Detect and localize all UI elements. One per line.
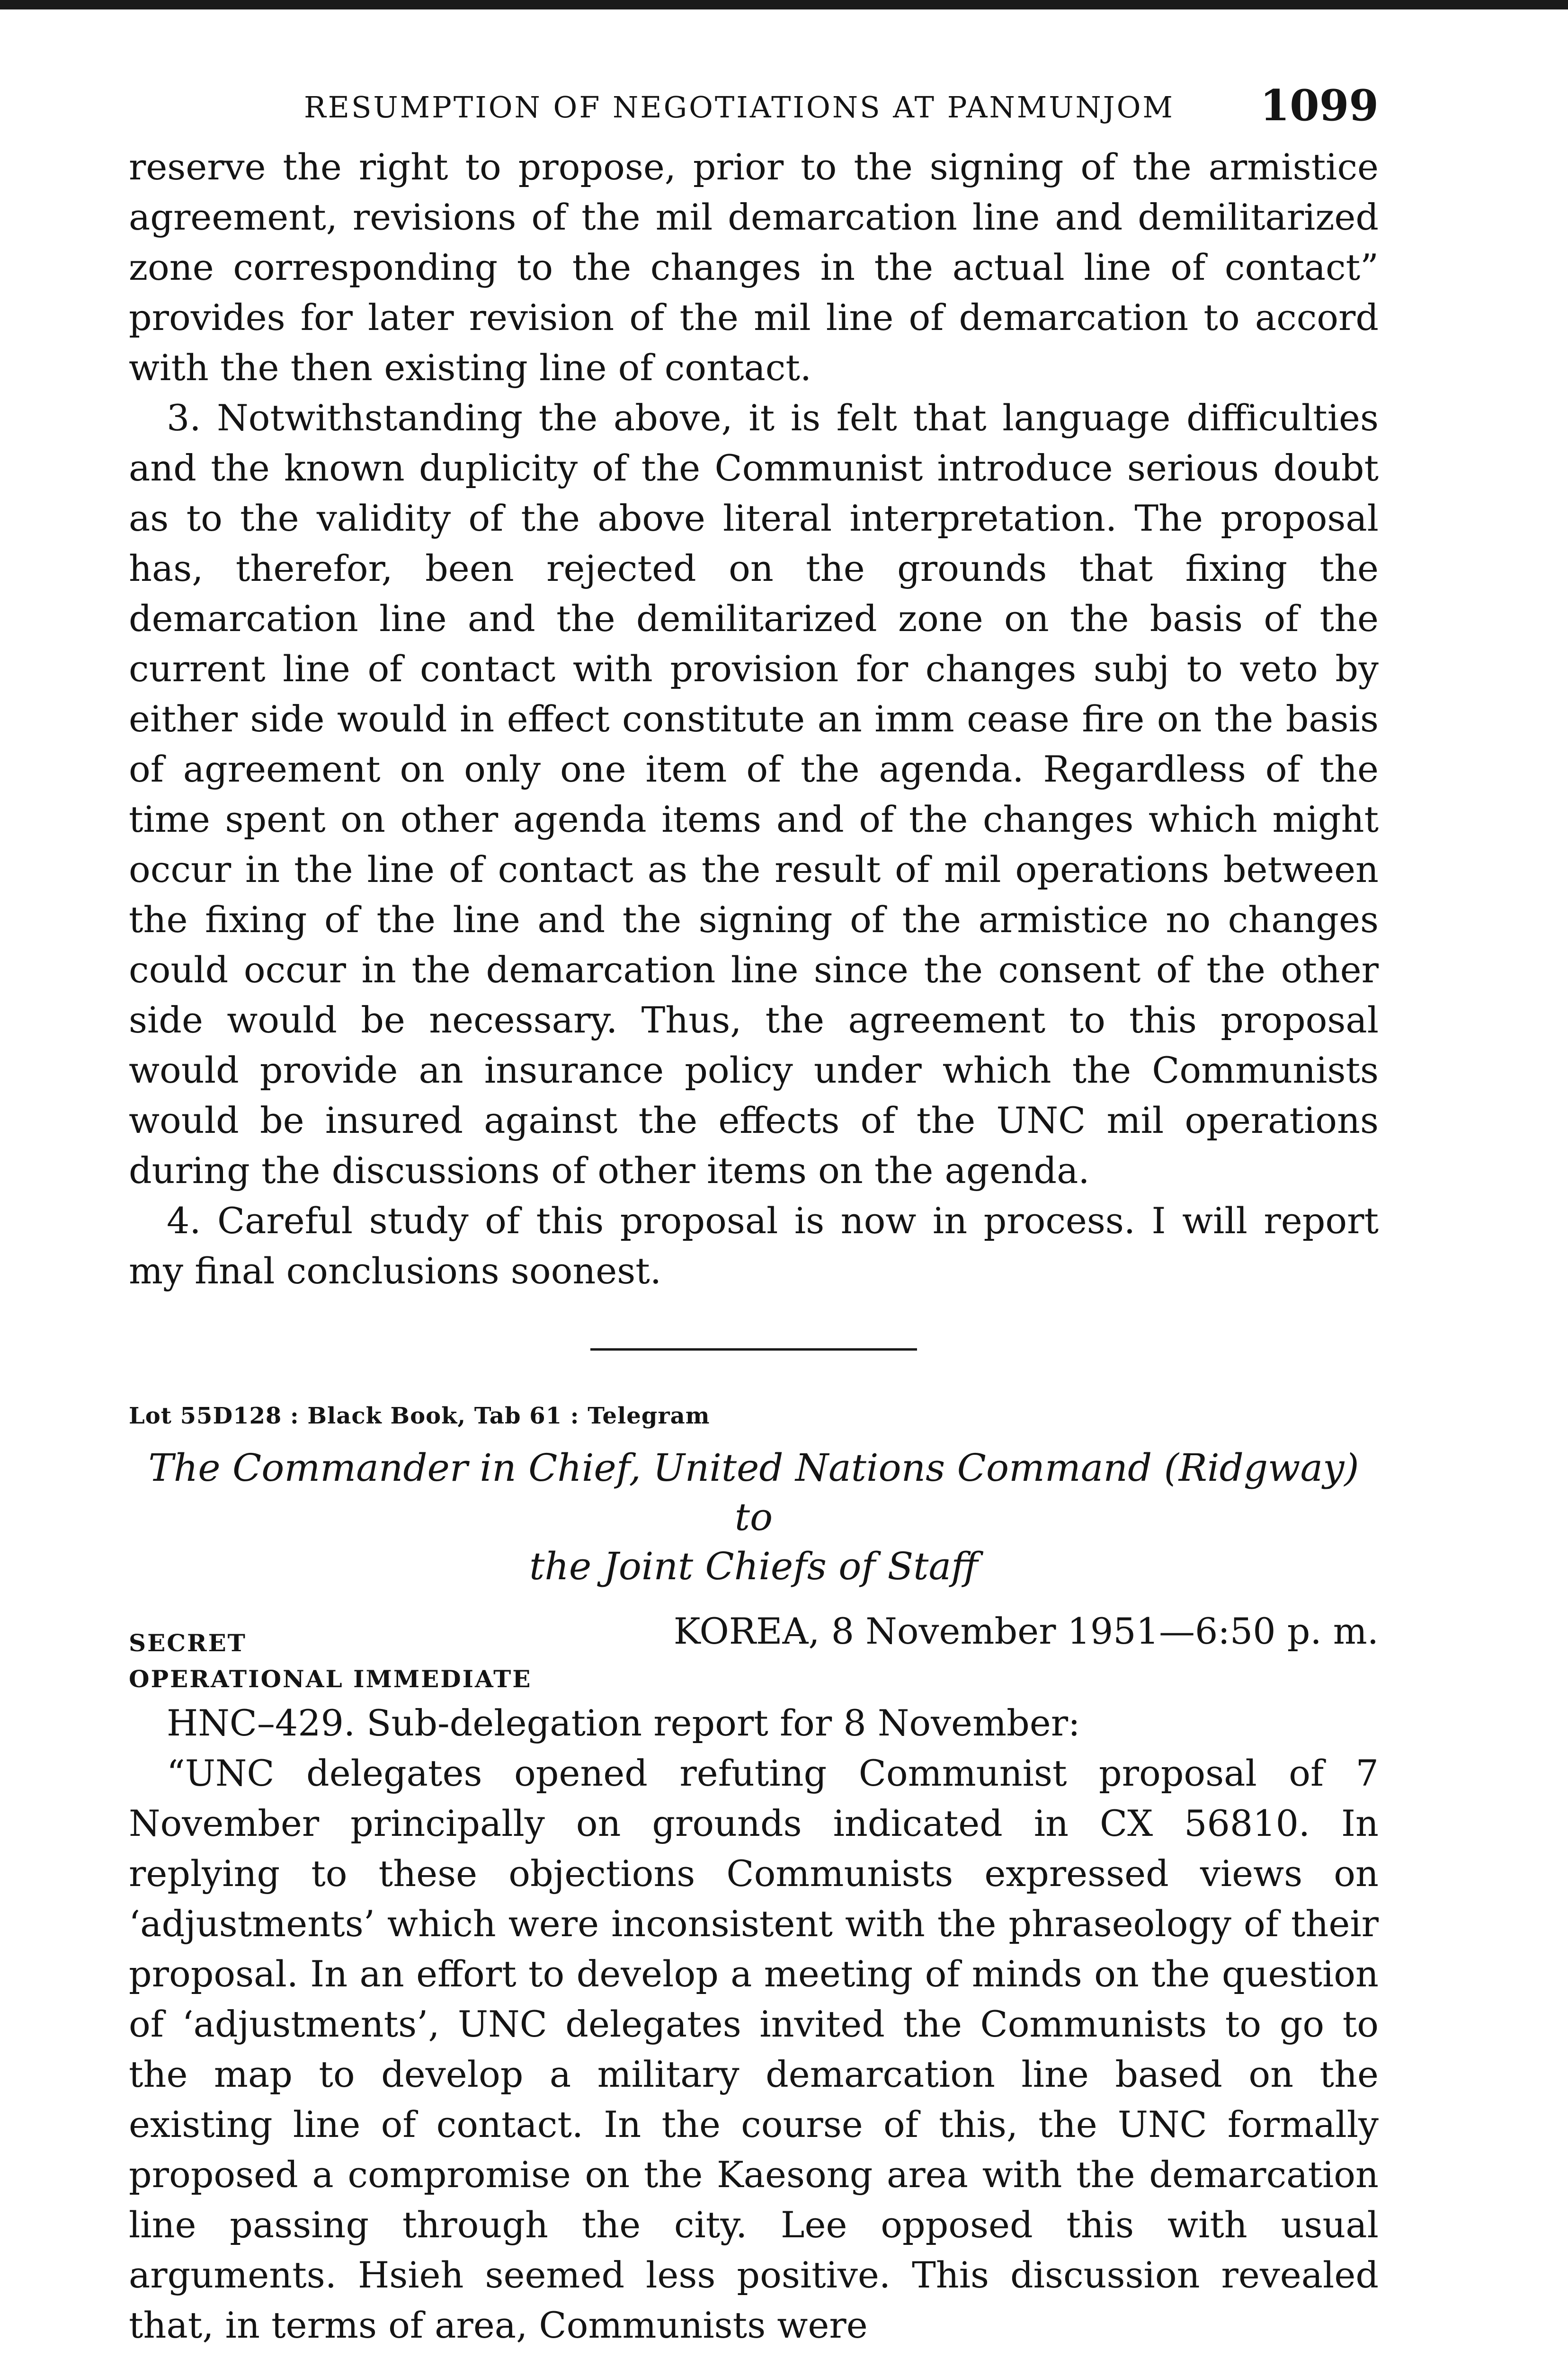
section-divider: [590, 1348, 917, 1351]
top-border-rule: [0, 0, 1568, 9]
telegram-opening: HNC–429. Sub-delegation report for 8 November:: [167, 1702, 1080, 1744]
continuation-text: [129, 142, 1379, 1296]
document-date: KOREA, 8 November 1951—6:50 p. m.: [673, 1610, 1379, 1652]
paragraph-2-continuation: reserve the right to propose, prior to the signing of the armistice agreement, revisions of the mil demarcation line and demilitarized zone corresponding to the changes in the actual line of contact” provides for later revision of the mil line of demarcation to accord with the then existing line of contact.: [129, 146, 1379, 389]
document-title-line-1: The Commander in Chief, United Nations Command (Ridgway) to: [148, 1446, 1359, 1539]
document-title-line-2: the Joint Chiefs of Staff: [529, 1544, 978, 1588]
dateline: [129, 1610, 1379, 1660]
document-title: [129, 1443, 1379, 1591]
page-number: 1099: [1260, 80, 1379, 131]
precedence-label: OPERATIONAL IMMEDIATE: [129, 1665, 532, 1693]
telegram-body: [129, 1698, 1379, 2350]
running-head: [129, 76, 1379, 142]
paragraph-3: 3. Notwithstanding the above, it is felt that language difficulties and the known duplicity of the Communist introduce serious doubt as to the validity of the above literal interpretation. The proposal has, therefor, been rejected on the grounds that fixing the demarcation line and the demilitarized zone on the basis of the current line of contact with provision for changes subj to veto by either side would in effect constitute an imm cease fire on the basis of agreement on only one item of the agenda. Regardless of the time spent on other agenda items and of the changes which might occur in the line of contact as the result of mil operations between the fixing of the line and the signing of the armistice no changes could occur in the demarcation line since the consent of the other side would be necessary. Thus, the agreement to this proposal would provide an insurance policy under which the Communists would be insured against the effects of the UNC mil operations during the discussions of other items on the agenda.: [129, 397, 1379, 1192]
document-page: [129, 76, 1379, 2367]
paragraph-4: 4. Careful study of this proposal is now in process. I will report my final conclusions soonest.: [129, 1200, 1379, 1292]
document-source: Lot 55D128 : Black Book, Tab 61 : Telegram: [129, 1403, 710, 1429]
running-head-title: RESUMPTION OF NEGOTIATIONS AT PANMUNJOM: [304, 90, 1175, 125]
classification-label: SECRET: [129, 1629, 247, 1657]
telegram-paragraph: “UNC delegates opened refuting Communist proposal of 7 November principally on grounds indicated in CX 56810. In replying to these objections Communists expressed views on ‘adjustments’ which were inconsistent with the phraseology of their proposal. In an effort to develop a meeting of minds on the question of ‘adjustments’, UNC delegates invited the Communists to go to the map to develop a military demarcation line based on the existing line of contact. In the course of this, the UNC formally proposed a compromise on the Kaesong area with the demarcation line passing through the city. Lee opposed this with usual arguments. Hsieh seemed less positive. This discussion revealed that, in terms of area, Communists were: [129, 1752, 1379, 2346]
